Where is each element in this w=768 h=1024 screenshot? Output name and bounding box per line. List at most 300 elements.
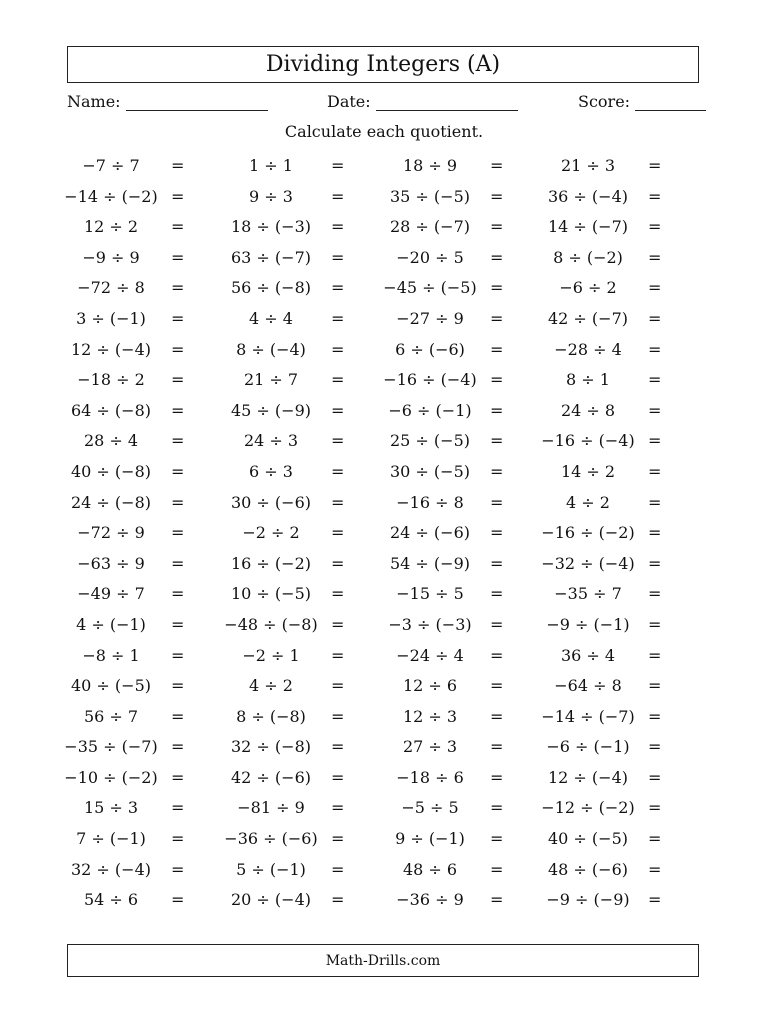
problem-expression: 24 ÷ (−6)	[389, 523, 470, 543]
problem-row	[0, 702, 768, 733]
problem	[51, 732, 187, 762]
problem-expression: 4 ÷ (−1)	[76, 614, 146, 634]
problem-expression: 5 ÷ (−1)	[236, 859, 306, 879]
problem-row	[0, 671, 768, 702]
problem-expression: 12 ÷ 6	[402, 676, 458, 696]
problem	[51, 243, 187, 273]
problem-expression: −7 ÷ 7	[82, 156, 140, 175]
problem	[211, 457, 347, 487]
problem-expression: 24 ÷ (−8)	[70, 492, 151, 512]
problem-expression: 28 ÷ 4	[83, 431, 139, 451]
problem	[528, 273, 664, 303]
problem-expression: −12 ÷ (−2)	[541, 798, 635, 818]
problem-expression: 21 ÷ 3	[560, 156, 616, 175]
problem	[51, 212, 187, 242]
problem-expression: −81 ÷ 9	[237, 798, 305, 818]
equals-sign: =	[171, 339, 185, 359]
problem-expression: 9 ÷ (−1)	[395, 829, 465, 849]
equals-sign: =	[648, 400, 662, 420]
problem-expression: 4 ÷ 2	[249, 676, 293, 696]
problem-expression: −2 ÷ 1	[242, 645, 300, 665]
problem-row	[0, 763, 768, 794]
problem-expression: 35 ÷ (−5)	[389, 186, 470, 206]
problem-expression: 15 ÷ 3	[83, 798, 139, 818]
problem-expression: −14 ÷ (−7)	[541, 706, 635, 726]
equals-sign: =	[648, 767, 662, 787]
equals-sign: =	[648, 859, 662, 879]
problem	[211, 151, 347, 181]
equals-sign: =	[331, 156, 345, 175]
problem	[528, 212, 664, 242]
problem-expression: 27 ÷ 3	[402, 737, 458, 757]
problem	[370, 365, 506, 395]
problem	[370, 396, 506, 426]
problem-expression: 32 ÷ (−4)	[70, 859, 151, 879]
problem-expression: 24 ÷ 3	[243, 431, 299, 451]
equals-sign: =	[331, 645, 345, 665]
problem-row	[0, 641, 768, 672]
problem-expression: −45 ÷ (−5)	[383, 278, 477, 298]
problem-expression: −10 ÷ (−2)	[64, 767, 158, 787]
equals-sign: =	[648, 614, 662, 634]
equals-sign: =	[648, 584, 662, 604]
problem	[211, 855, 347, 885]
problem	[211, 488, 347, 518]
problem	[211, 304, 347, 334]
equals-sign: =	[648, 156, 662, 175]
problem-expression: 24 ÷ 8	[560, 400, 616, 420]
equals-sign: =	[648, 370, 662, 390]
problem	[370, 488, 506, 518]
problem-expression: 18 ÷ (−3)	[230, 217, 311, 237]
problem	[211, 824, 347, 854]
equals-sign: =	[171, 492, 185, 512]
header-fields	[0, 92, 768, 118]
problem	[370, 426, 506, 456]
equals-sign: =	[648, 278, 662, 298]
problem-grid	[0, 151, 768, 916]
equals-sign: =	[331, 461, 345, 481]
problem	[370, 671, 506, 701]
problem-expression: −16 ÷ (−4)	[383, 370, 477, 390]
problem	[51, 702, 187, 732]
equals-sign: =	[331, 247, 345, 267]
equals-sign: =	[331, 890, 345, 910]
problem	[528, 426, 664, 456]
problem-expression: 30 ÷ (−5)	[389, 461, 470, 481]
footer-box	[67, 944, 699, 977]
score-label: Score:	[578, 92, 631, 111]
problem-expression: −72 ÷ 9	[77, 523, 145, 543]
problem-expression: 6 ÷ (−6)	[395, 339, 465, 359]
problem-expression: 21 ÷ 7	[243, 370, 299, 390]
problem-expression: 8 ÷ 1	[566, 370, 610, 390]
problem-expression: 40 ÷ (−5)	[70, 676, 151, 696]
problem	[211, 885, 347, 915]
problem-expression: 9 ÷ 3	[249, 186, 293, 206]
problem-expression: 36 ÷ (−4)	[547, 186, 628, 206]
problem-expression: 8 ÷ (−2)	[553, 247, 623, 267]
problem	[528, 457, 664, 487]
problem	[370, 855, 506, 885]
problem-row	[0, 579, 768, 610]
equals-sign: =	[331, 431, 345, 451]
equals-sign: =	[171, 370, 185, 390]
problem	[370, 702, 506, 732]
problem-expression: 56 ÷ (−8)	[230, 278, 311, 298]
problem-expression: 28 ÷ (−7)	[389, 217, 470, 237]
equals-sign: =	[171, 247, 185, 267]
problem-expression: 56 ÷ 7	[83, 706, 139, 726]
problem-expression: −6 ÷ 2	[559, 278, 617, 298]
problem	[51, 365, 187, 395]
equals-sign: =	[171, 217, 185, 237]
problem-row	[0, 273, 768, 304]
problem	[528, 855, 664, 885]
problem-expression: −6 ÷ (−1)	[388, 400, 472, 420]
equals-sign: =	[490, 431, 504, 451]
problem	[370, 518, 506, 548]
problem	[211, 610, 347, 640]
problem-expression: −27 ÷ 9	[396, 308, 464, 328]
equals-sign: =	[171, 278, 185, 298]
problem-expression: −5 ÷ 5	[401, 798, 459, 818]
problem-row	[0, 426, 768, 457]
problem	[528, 518, 664, 548]
problem-row	[0, 396, 768, 427]
problem	[528, 396, 664, 426]
equals-sign: =	[171, 737, 185, 757]
problem	[528, 151, 664, 181]
problem-expression: −20 ÷ 5	[396, 247, 464, 267]
problem-expression: 64 ÷ (−8)	[70, 400, 151, 420]
problem-expression: 16 ÷ (−2)	[230, 553, 311, 573]
problem	[528, 824, 664, 854]
problem-expression: 36 ÷ 4	[560, 645, 616, 665]
problem-expression: −15 ÷ 5	[396, 584, 464, 604]
problem-row	[0, 732, 768, 763]
problem-row	[0, 855, 768, 886]
score-blank-line[interactable]	[635, 92, 706, 111]
name-blank-line[interactable]	[126, 92, 268, 111]
problem	[211, 182, 347, 212]
equals-sign: =	[490, 890, 504, 910]
equals-sign: =	[490, 308, 504, 328]
problem-expression: 4 ÷ 2	[566, 492, 610, 512]
instructions: Calculate each quotient.	[284, 122, 484, 141]
equals-sign: =	[490, 553, 504, 573]
equals-sign: =	[331, 676, 345, 696]
problem-expression: −36 ÷ 9	[396, 890, 464, 910]
name-label: Name:	[67, 92, 121, 111]
problem-expression: 3 ÷ (−1)	[76, 308, 146, 328]
problem	[370, 457, 506, 487]
problem-expression: −6 ÷ (−1)	[546, 737, 630, 757]
problem	[51, 641, 187, 671]
equals-sign: =	[331, 523, 345, 543]
problem	[370, 151, 506, 181]
problem	[528, 885, 664, 915]
problem	[370, 793, 506, 823]
equals-sign: =	[331, 829, 345, 849]
footer-text: Math-Drills.com	[325, 952, 441, 969]
problem	[51, 396, 187, 426]
date-blank-line[interactable]	[376, 92, 518, 111]
problem	[51, 549, 187, 579]
equals-sign: =	[331, 584, 345, 604]
problem	[370, 732, 506, 762]
equals-sign: =	[490, 706, 504, 726]
problem-expression: −3 ÷ (−3)	[388, 614, 472, 634]
problem	[211, 549, 347, 579]
problem-expression: 10 ÷ (−5)	[230, 584, 311, 604]
problem	[370, 335, 506, 365]
equals-sign: =	[331, 553, 345, 573]
problem-expression: 63 ÷ (−7)	[230, 247, 311, 267]
name-field	[67, 92, 268, 111]
problem-expression: −14 ÷ (−2)	[64, 186, 158, 206]
equals-sign: =	[490, 217, 504, 237]
problem	[51, 304, 187, 334]
problem-expression: 14 ÷ (−7)	[547, 217, 628, 237]
problem	[528, 641, 664, 671]
equals-sign: =	[171, 156, 185, 175]
problem	[370, 763, 506, 793]
equals-sign: =	[490, 492, 504, 512]
problem-row	[0, 335, 768, 366]
worksheet-title: Dividing Integers (A)	[265, 52, 501, 77]
problem	[51, 273, 187, 303]
problem	[370, 182, 506, 212]
problem-row	[0, 243, 768, 274]
problem	[370, 579, 506, 609]
problem-expression: 54 ÷ 6	[83, 890, 139, 910]
problem	[211, 763, 347, 793]
problem-expression: 48 ÷ (−6)	[547, 859, 628, 879]
problem-expression: 12 ÷ (−4)	[547, 767, 628, 787]
worksheet-title-box	[67, 46, 699, 83]
problem-row	[0, 457, 768, 488]
problem	[51, 182, 187, 212]
problem	[211, 793, 347, 823]
problem	[528, 335, 664, 365]
equals-sign: =	[331, 492, 345, 512]
problem	[370, 610, 506, 640]
problem	[51, 793, 187, 823]
equals-sign: =	[648, 431, 662, 451]
problem-expression: −16 ÷ (−2)	[541, 523, 635, 543]
problem	[211, 732, 347, 762]
problem-expression: 25 ÷ (−5)	[389, 431, 470, 451]
problem	[211, 641, 347, 671]
problem	[51, 457, 187, 487]
equals-sign: =	[331, 798, 345, 818]
problem	[528, 732, 664, 762]
equals-sign: =	[648, 645, 662, 665]
equals-sign: =	[171, 523, 185, 543]
equals-sign: =	[490, 767, 504, 787]
equals-sign: =	[648, 461, 662, 481]
problem-row	[0, 610, 768, 641]
equals-sign: =	[648, 737, 662, 757]
equals-sign: =	[648, 890, 662, 910]
equals-sign: =	[490, 584, 504, 604]
equals-sign: =	[490, 859, 504, 879]
equals-sign: =	[331, 737, 345, 757]
equals-sign: =	[490, 829, 504, 849]
problem-expression: −35 ÷ 7	[554, 584, 622, 604]
problem	[51, 855, 187, 885]
problem-expression: 12 ÷ 3	[402, 706, 458, 726]
problem	[528, 488, 664, 518]
problem	[211, 426, 347, 456]
equals-sign: =	[490, 676, 504, 696]
problem	[370, 824, 506, 854]
equals-sign: =	[331, 706, 345, 726]
problem	[211, 335, 347, 365]
problem-expression: 48 ÷ 6	[402, 859, 458, 879]
problem	[370, 273, 506, 303]
problem-row	[0, 885, 768, 916]
equals-sign: =	[171, 645, 185, 665]
equals-sign: =	[331, 278, 345, 298]
equals-sign: =	[490, 614, 504, 634]
problem-expression: 20 ÷ (−4)	[230, 890, 311, 910]
equals-sign: =	[490, 400, 504, 420]
equals-sign: =	[171, 431, 185, 451]
problem-expression: −18 ÷ 6	[396, 767, 464, 787]
problem	[51, 763, 187, 793]
problem-expression: 14 ÷ 2	[560, 461, 616, 481]
equals-sign: =	[490, 339, 504, 359]
problem-expression: −9 ÷ 9	[82, 247, 140, 267]
equals-sign: =	[648, 217, 662, 237]
problem-expression: 8 ÷ (−8)	[236, 706, 306, 726]
problem	[370, 304, 506, 334]
equals-sign: =	[331, 400, 345, 420]
problem-expression: −16 ÷ 8	[396, 492, 464, 512]
equals-sign: =	[490, 798, 504, 818]
problem-expression: 40 ÷ (−5)	[547, 829, 628, 849]
problem	[211, 671, 347, 701]
problem	[528, 304, 664, 334]
equals-sign: =	[490, 186, 504, 206]
equals-sign: =	[171, 308, 185, 328]
problem-expression: −49 ÷ 7	[77, 584, 145, 604]
equals-sign: =	[171, 706, 185, 726]
problem-expression: −48 ÷ (−8)	[224, 614, 318, 634]
equals-sign: =	[171, 461, 185, 481]
equals-sign: =	[331, 308, 345, 328]
problem-expression: −2 ÷ 2	[242, 523, 300, 543]
problem	[51, 579, 187, 609]
problem-expression: −28 ÷ 4	[554, 339, 622, 359]
equals-sign: =	[648, 676, 662, 696]
problem-row	[0, 304, 768, 335]
problem	[211, 579, 347, 609]
equals-sign: =	[648, 186, 662, 206]
equals-sign: =	[490, 156, 504, 175]
equals-sign: =	[490, 278, 504, 298]
equals-sign: =	[171, 890, 185, 910]
problem-expression: −32 ÷ (−4)	[541, 553, 635, 573]
equals-sign: =	[648, 308, 662, 328]
problem	[51, 488, 187, 518]
equals-sign: =	[648, 492, 662, 512]
problem-expression: −8 ÷ 1	[82, 645, 140, 665]
problem	[51, 610, 187, 640]
problem-expression: 12 ÷ 2	[83, 217, 139, 237]
equals-sign: =	[331, 767, 345, 787]
equals-sign: =	[490, 737, 504, 757]
score-field	[578, 92, 706, 111]
problem-expression: −64 ÷ 8	[554, 676, 622, 696]
problem-expression: 12 ÷ (−4)	[70, 339, 151, 359]
equals-sign: =	[648, 247, 662, 267]
problem-row	[0, 793, 768, 824]
problem	[211, 518, 347, 548]
problem	[211, 212, 347, 242]
problem	[528, 671, 664, 701]
problem-expression: 42 ÷ (−7)	[547, 308, 628, 328]
equals-sign: =	[171, 676, 185, 696]
problem	[51, 671, 187, 701]
equals-sign: =	[490, 461, 504, 481]
equals-sign: =	[171, 614, 185, 634]
problem	[51, 426, 187, 456]
problem	[528, 702, 664, 732]
problem-expression: 40 ÷ (−8)	[70, 461, 151, 481]
problem-expression: −9 ÷ (−1)	[546, 614, 630, 634]
problem	[370, 549, 506, 579]
equals-sign: =	[171, 400, 185, 420]
problem-expression: 8 ÷ (−4)	[236, 339, 306, 359]
problem-row	[0, 549, 768, 580]
equals-sign: =	[171, 859, 185, 879]
problem-row	[0, 824, 768, 855]
problem	[370, 885, 506, 915]
problem-expression: 54 ÷ (−9)	[389, 553, 470, 573]
problem	[528, 579, 664, 609]
equals-sign: =	[648, 798, 662, 818]
date-label: Date:	[327, 92, 371, 111]
problem-expression: 7 ÷ (−1)	[76, 829, 146, 849]
problem	[51, 824, 187, 854]
equals-sign: =	[490, 523, 504, 543]
problem	[528, 549, 664, 579]
problem	[51, 885, 187, 915]
problem-row	[0, 488, 768, 519]
equals-sign: =	[171, 553, 185, 573]
problem	[211, 273, 347, 303]
equals-sign: =	[331, 217, 345, 237]
date-field	[327, 92, 518, 111]
problem-expression: −36 ÷ (−6)	[224, 829, 318, 849]
problem	[528, 243, 664, 273]
equals-sign: =	[648, 706, 662, 726]
problem-row	[0, 518, 768, 549]
equals-sign: =	[331, 614, 345, 634]
problem-expression: 6 ÷ 3	[249, 461, 293, 481]
equals-sign: =	[648, 339, 662, 359]
problem-expression: −24 ÷ 4	[396, 645, 464, 665]
equals-sign: =	[331, 186, 345, 206]
equals-sign: =	[648, 553, 662, 573]
problem	[528, 793, 664, 823]
equals-sign: =	[331, 859, 345, 879]
equals-sign: =	[490, 370, 504, 390]
problem	[211, 702, 347, 732]
